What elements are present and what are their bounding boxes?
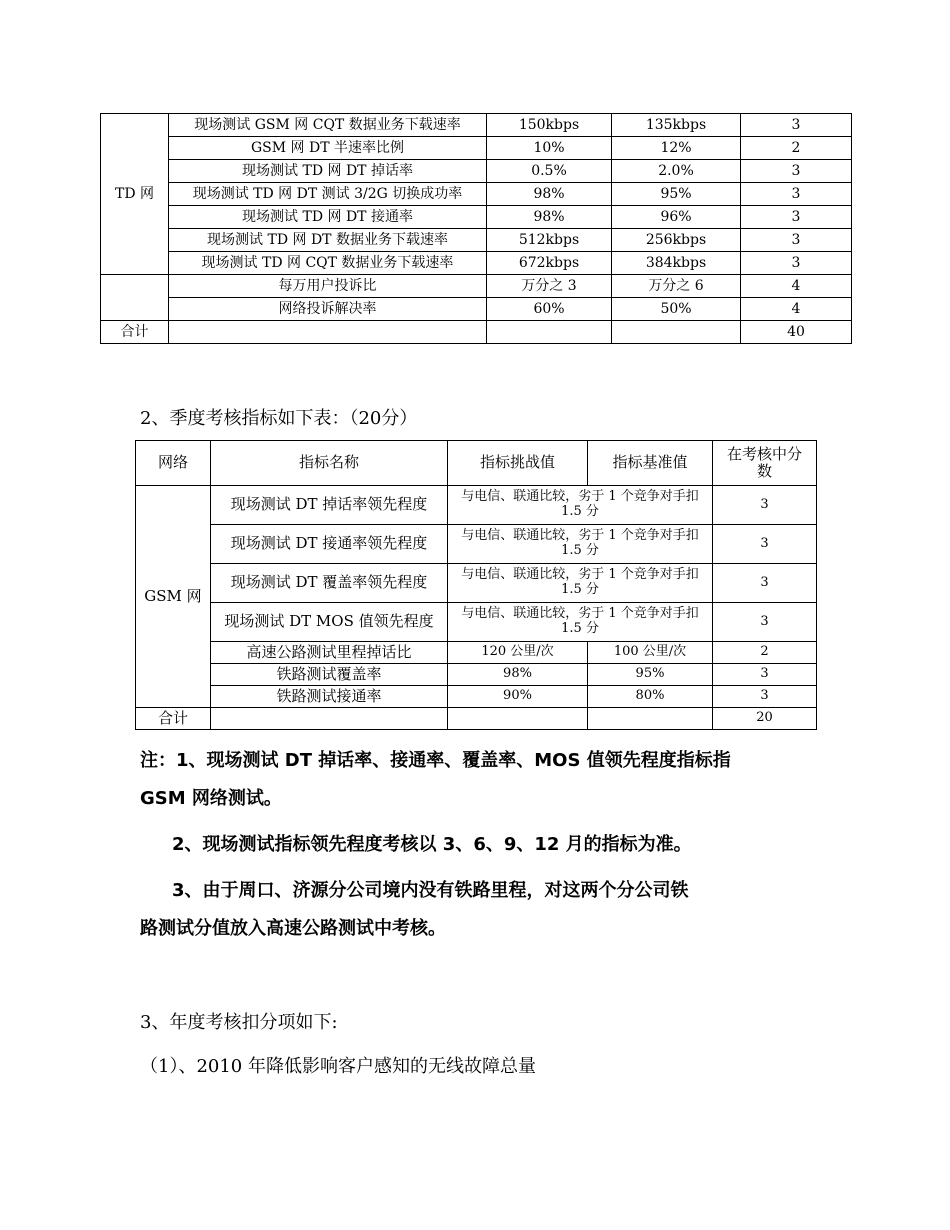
table-row (101, 137, 852, 160)
table-row (136, 603, 817, 642)
challenge-value: 98% (448, 664, 588, 686)
section-2-heading: 2、季度考核指标如下表：（20分） (140, 408, 418, 429)
group-cell-gsm: GSM 网 (136, 486, 211, 708)
table-row (101, 160, 852, 183)
indicator-name: 现场测试 DT 掉话率领先程度 (211, 486, 448, 525)
header-challenge: 指标挑战值 (448, 441, 588, 486)
baseline-value: 100 公里/次 (588, 642, 713, 664)
challenge-value: 60% (487, 298, 612, 321)
score-value: 3 (741, 183, 852, 206)
baseline-value: 135kbps (612, 114, 741, 137)
indicator-name: 网络投诉解决率 (169, 298, 487, 321)
table-row (101, 298, 852, 321)
note-1-line-1: 注：1、现场测试 DT 掉话率、接通率、覆盖率、MOS 值领先程度指标指 (140, 750, 731, 771)
total-label: 合计 (101, 321, 169, 344)
score-value: 2 (741, 137, 852, 160)
td-network-table (100, 113, 852, 344)
score-value: 4 (741, 298, 852, 321)
baseline-value: 384kbps (612, 252, 741, 275)
header-name: 指标名称 (211, 441, 448, 486)
compare-rule: 与电信、联通比较，劣于 1 个竞争对手扣 1.5 分 (448, 564, 713, 603)
compare-rule: 与电信、联通比较，劣于 1 个竞争对手扣 1.5 分 (448, 525, 713, 564)
table-row (136, 686, 817, 708)
table-row (136, 664, 817, 686)
group-cell-td: TD 网 (101, 114, 169, 275)
compare-rule: 与电信、联通比较，劣于 1 个竞争对手扣 1.5 分 (448, 486, 713, 525)
indicator-name: 现场测试 TD 网 DT 数据业务下载速率 (169, 229, 487, 252)
indicator-name: 现场测试 DT 接通率领先程度 (211, 525, 448, 564)
section-3-heading: 3、年度考核扣分项如下: (140, 1012, 338, 1033)
indicator-name: 现场测试 TD 网 DT 掉话率 (169, 160, 487, 183)
indicator-name: GSM 网 DT 半速率比例 (169, 137, 487, 160)
note-1-line-2: GSM 网络测试。 (140, 788, 282, 809)
indicator-name: 现场测试 TD 网 CQT 数据业务下载速率 (169, 252, 487, 275)
challenge-value: 98% (487, 183, 612, 206)
header-row (136, 441, 817, 486)
table-row (101, 206, 852, 229)
challenge-value: 512kbps (487, 229, 612, 252)
score-value: 3 (713, 686, 817, 708)
score-value: 4 (741, 275, 852, 298)
table-row (101, 229, 852, 252)
baseline-value: 万分之 6 (612, 275, 741, 298)
baseline-value: 12% (612, 137, 741, 160)
score-value: 3 (741, 206, 852, 229)
indicator-name: 现场测试 DT 覆盖率领先程度 (211, 564, 448, 603)
header-score: 在考核中分数 (713, 441, 817, 486)
score-value: 3 (713, 525, 817, 564)
table-row (101, 275, 852, 298)
baseline-value: 50% (612, 298, 741, 321)
score-value: 3 (741, 114, 852, 137)
indicator-name: 每万用户投诉比 (169, 275, 487, 298)
baseline-value: 256kbps (612, 229, 741, 252)
challenge-value: 0.5% (487, 160, 612, 183)
challenge-value: 150kbps (487, 114, 612, 137)
score-value: 2 (713, 642, 817, 664)
header-baseline: 指标基准值 (588, 441, 713, 486)
indicator-name: 现场测试 DT MOS 值领先程度 (211, 603, 448, 642)
challenge-value: 90% (448, 686, 588, 708)
total-row (101, 321, 852, 344)
baseline-value: 96% (612, 206, 741, 229)
indicator-name: 铁路测试覆盖率 (211, 664, 448, 686)
score-value: 3 (713, 564, 817, 603)
note-3-line-1: 3、由于周口、济源分公司境内没有铁路里程，对这两个分公司铁 (172, 880, 689, 901)
indicator-name: 现场测试 GSM 网 CQT 数据业务下载速率 (169, 114, 487, 137)
indicator-name: 现场测试 TD 网 DT 测试 3/2G 切换成功率 (169, 183, 487, 206)
quarterly-indicator-table (135, 440, 817, 730)
table-row (101, 252, 852, 275)
group-cell-empty (101, 275, 169, 321)
total-label: 合计 (136, 708, 211, 730)
total-score: 40 (741, 321, 852, 344)
baseline-value: 2.0% (612, 160, 741, 183)
table-row (136, 642, 817, 664)
table-row (136, 564, 817, 603)
score-value: 3 (741, 252, 852, 275)
compare-rule: 与电信、联通比较，劣于 1 个竞争对手扣 1.5 分 (448, 603, 713, 642)
challenge-value: 10% (487, 137, 612, 160)
score-value: 3 (713, 603, 817, 642)
baseline-value: 80% (588, 686, 713, 708)
score-value: 3 (741, 160, 852, 183)
indicator-name: 铁路测试接通率 (211, 686, 448, 708)
header-network: 网络 (136, 441, 211, 486)
challenge-value: 672kbps (487, 252, 612, 275)
challenge-value: 120 公里/次 (448, 642, 588, 664)
baseline-value: 95% (612, 183, 741, 206)
table-row (101, 183, 852, 206)
note-3-line-2: 路测试分值放入高速公路测试中考核。 (140, 918, 446, 939)
table-row (101, 114, 852, 137)
score-value: 3 (741, 229, 852, 252)
note-2: 2、现场测试指标领先程度考核以 3、6、9、12 月的指标为准。 (172, 834, 692, 855)
baseline-value: 95% (588, 664, 713, 686)
total-row (136, 708, 817, 730)
indicator-name: 高速公路测试里程掉话比 (211, 642, 448, 664)
section-3-item-1: （1）、2010 年降低影响客户感知的无线故障总量 (140, 1056, 536, 1077)
table-row (136, 525, 817, 564)
total-score: 20 (713, 708, 817, 730)
challenge-value: 万分之 3 (487, 275, 612, 298)
score-value: 3 (713, 486, 817, 525)
indicator-name: 现场测试 TD 网 DT 接通率 (169, 206, 487, 229)
table-row (136, 486, 817, 525)
score-value: 3 (713, 664, 817, 686)
challenge-value: 98% (487, 206, 612, 229)
